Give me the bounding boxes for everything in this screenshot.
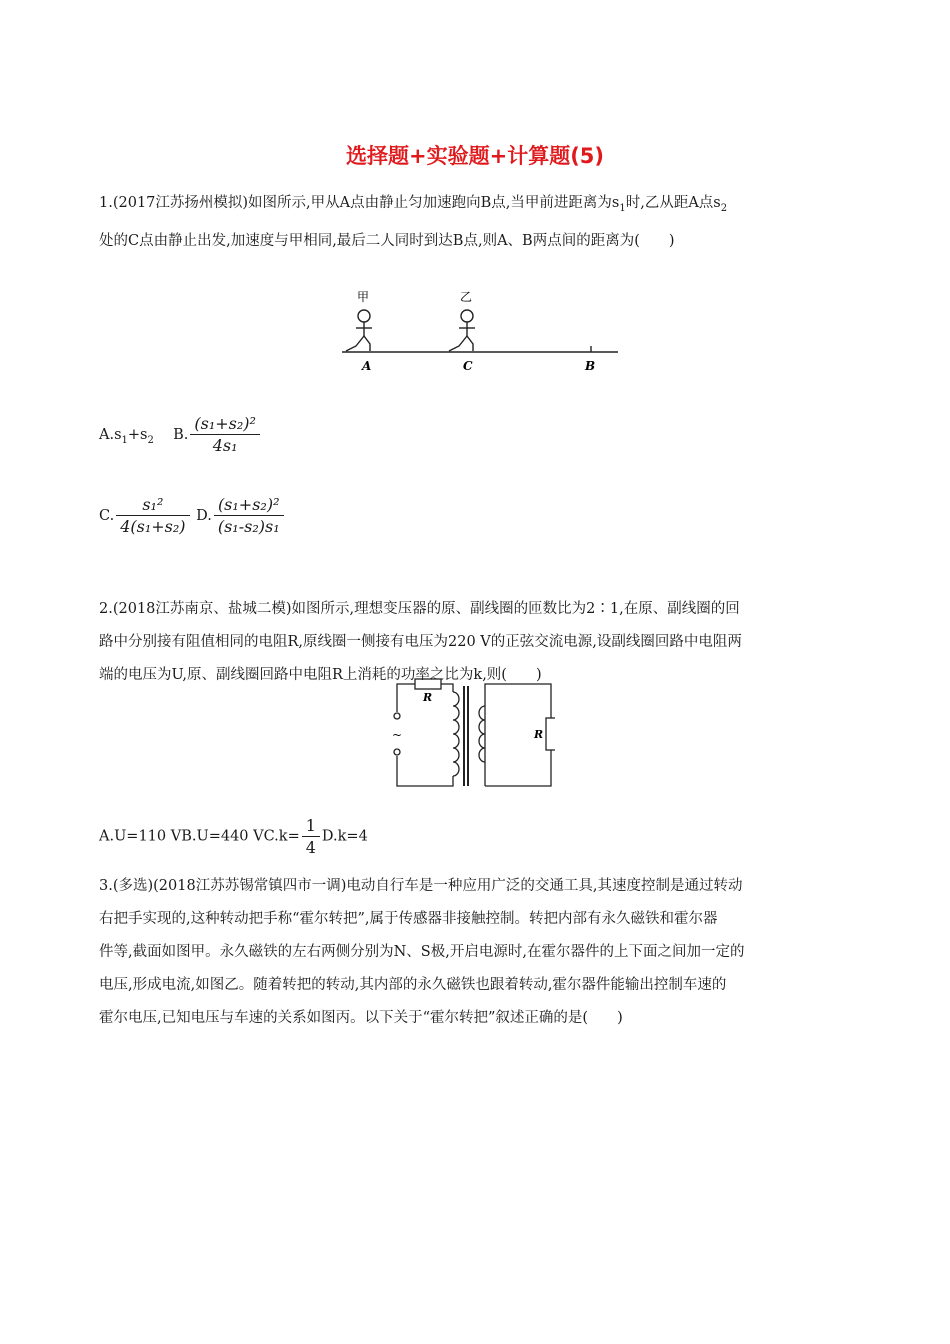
- ac-source-symbol: ~: [392, 728, 403, 742]
- question-1-options-ab: [99, 414, 262, 455]
- question-3-line-4: 电压,形成电流,如图乙。随着转把的转动,其内部的永久磁铁也跟着转动,霍尔器件能输出控制车速的: [99, 977, 727, 993]
- option-b: B. $\frac{\text{(s₁+s₂)²}}{\text{4s₁}}$: [173, 427, 262, 443]
- primary-resistor: [415, 679, 441, 689]
- question-1-line-1: 1.(2017江苏扬州模拟)如图所示,甲从A点由静止匀加速跑向B点,当甲前进距离为$s_1$时,乙从距A点$s_2$: [99, 195, 728, 214]
- option-c: C. $\frac{\text{s₁²}}{\text{4(s₁+s₂)}}$: [99, 508, 192, 524]
- question-2-line-1: 2.(2018江苏南京、盐城二模)如图所示,理想变压器的原、副线圈的匝数比为2∶1,在原、副线圈的回: [99, 601, 740, 617]
- label-jia: 甲: [357, 290, 370, 304]
- label-yi: 乙: [460, 290, 473, 304]
- question-3-line-5: 霍尔电压,已知电压与车速的关系如图丙。以下关于“霍尔转把”叙述正确的是( ): [99, 1010, 623, 1026]
- label-point-b: B: [585, 359, 596, 373]
- question-1-line-2: 处的C点由静止出发,加速度与甲相同,最后二人同时到达B点,则A、B两点间的距离为( ): [99, 232, 675, 249]
- person-jia-figure: [346, 310, 372, 351]
- source-terminal-top: [394, 713, 400, 719]
- question-3-text: [99, 870, 859, 1035]
- question-1-text: [99, 187, 859, 258]
- question-2-transformer-figure: [385, 676, 555, 792]
- question-3-line-1: 3.(多选)(2018江苏苏锡常镇四市一调)电动自行车是一种应用广泛的交通工具,其速度控制是通过转动: [99, 878, 743, 894]
- option-d: D. $\frac{\text{(s₁+s₂)²}}{\text{(s₁-s₂)s₁}}$: [196, 508, 285, 524]
- label-r-secondary: R: [534, 728, 544, 741]
- person-yi-figure: [449, 310, 475, 351]
- page-title: 选择题+实验题+计算题(5): [346, 144, 604, 168]
- option-a: $A.s_1+s_2$: [99, 426, 154, 446]
- question-2-line-3: 端的电压为U,原、副线圈回路中电阻R上消耗的功率之比为k,则( ): [99, 667, 542, 683]
- label-point-a: A: [362, 359, 372, 373]
- source-terminal-bottom: [394, 749, 400, 755]
- question-2-options: [99, 816, 368, 857]
- question-2-line-2: 路中分别接有阻值相同的电阻R,原线圈一侧接有电压为220 V的正弦交流电源,设副线圈回路中电阻两: [99, 634, 742, 650]
- option-d: D.k=4: [321, 828, 368, 845]
- secondary-coil: [479, 706, 485, 762]
- question-3-line-2: 右把手实现的,这种转动把手称“霍尔转把”,属于传感器非接触控制。转把内部有永久磁铁和霍尔器: [99, 911, 718, 927]
- question-3-line-3: 件等,截面如图甲。永久磁铁的左右两侧分别为N、S极,开启电源时,在霍尔器件的上下面之间加一定的: [99, 944, 745, 960]
- option-c-fraction: $\frac{1}{4}$: [302, 816, 320, 857]
- primary-coil: [453, 692, 459, 776]
- question-1-options-cd: [99, 495, 286, 536]
- options-abc: A.U=110 VB.U=440 VC.k=: [99, 828, 300, 845]
- secondary-resistor: [546, 718, 555, 750]
- question-1-figure: [340, 288, 620, 378]
- label-r-primary: R: [423, 691, 433, 704]
- label-point-c: C: [463, 359, 473, 373]
